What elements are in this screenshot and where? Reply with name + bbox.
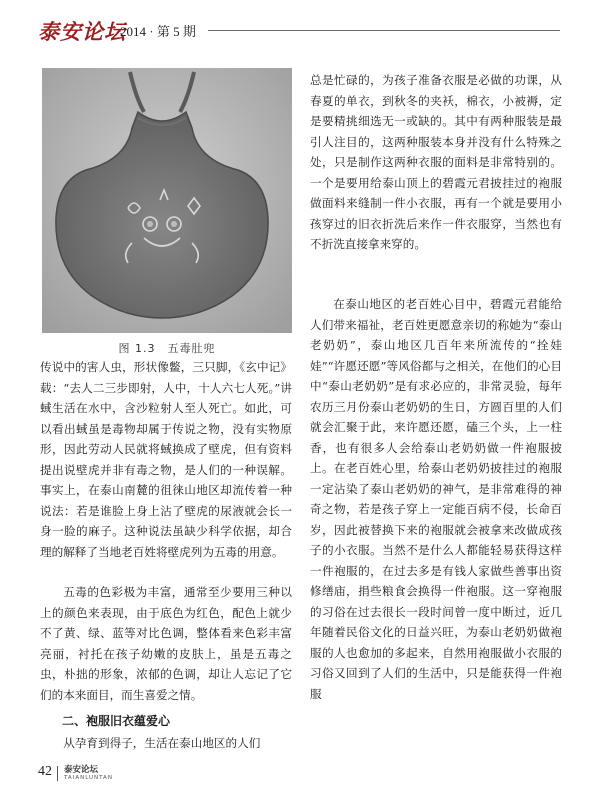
section-heading: 二、袍服旧衣蕴爱心 (62, 714, 171, 728)
page-header (38, 16, 558, 50)
left-paragraph-2: 五毒的色彩极为丰富，通常至少要用三种以上的颜色来表现，由于底色为红色，配色上就少不了黄、绿、蓝等对比色调，整体看来色彩丰富亮丽，衬托在孩子幼嫩的皮肤上，虽是五毒之虫，朴拙的形象，浓郁的色调，却让人忘记了它们的本来面目，而生喜爱之情。 (40, 585, 292, 702)
embroidered-bib-photo (42, 68, 292, 333)
figure-caption: 图 1.3 五毒肚兜 (118, 342, 216, 355)
footer-divider (57, 766, 58, 781)
footer-journal-name: 泰安论坛 (64, 765, 99, 775)
journal-title: 泰安论坛 (38, 19, 126, 44)
right-paragraph-1: 总是忙碌的，为孩子准备衣服是必做的功课，从春夏的单衣，到秋冬的夹袄，棉衣，小被褥，定是要精挑细选无一或缺的。其中有两种服装是最引人注目的，这两种服装本身并没有什么特殊之处，只是制作这两种衣服的面料是非常特别的。一个是要用给泰山顶上的碧霞元君披挂过的袍服做面料来缝制一件小衣服，再有一个就是要用小孩穿过的旧衣折洗后来作一件衣服穿，当然也有不折洗直接拿来穿的。 (310, 73, 562, 251)
left-paragraph-1: 传说中的害人虫，形状像鳖，三只脚，《玄中记》载：“去人二三步即射，人中，十人六七人死。”讲蜮生活在水中，含沙粒射人至人死亡。如此，可以看出蜮虽是毒物却属于传说之物，没有实物原形，因此劳动人民就将蜮换成了壁虎，但有资料提出说壁虎并非有毒之物，是人们的一种误解。事实上，在泰山南麓的徂徕山地区却流传着一种说法：若是谁脸上身上沾了壁虎的尿液就会长一身一脸的麻子。这种说法虽缺少科学依据，却合理的解释了当地老百姓将壁虎列为五毒的用意。 (40, 360, 292, 559)
left-paragraph-3: 从孕育到得子，生活在泰山地区的人们 (63, 736, 261, 750)
bib-image-icon (42, 68, 292, 333)
page-number: 42 (38, 764, 52, 779)
footer-journal-pinyin: TAIANLUNTAN (64, 775, 113, 781)
right-paragraph-2: 在泰山地区的老百姓心目中，碧霞元君能给人们带来福祉，老百姓更愿意亲切的称她为“泰山老奶奶”，泰山地区几百年来所流传的“拴娃娃”“许愿还愿”等风俗都与之相关，在他们的心目中“泰山老奶奶”是有求必应的，非常灵验，每年农历三月份泰山老奶奶的生日，方圆百里的人们就会汇聚于此，来许愿还愿，磕三个头，上一柱香，也有很多人会给泰山老奶奶做一件袍服披上。在老百姓心里，给泰山老奶奶披挂过的袍服一定沾染了泰山老奶奶的神气，是非常难得的神奇之物，若是孩子穿上一定能百病不侵，长命百岁，因此被替换下来的袍服就会被拿来改做成孩子的小衣服。当然不是什么人都能轻易获得这样一件袍服的，在过去多是有钱人家做些善事出资修缮庙，捐些粮食会换得一件袍服。这一穿袍服的习俗在过去很长一段时间曾一度中断过，近几年随着民俗文化的日益兴旺，为泰山老奶奶做袍服的人也愈加的多起来，自然用袍服做小衣服的习俗又回到了人们的生活中，只是能获得一件袍服 (310, 297, 562, 701)
header-rule (208, 30, 560, 31)
issue-number: 2014 · 第 5 期 (120, 24, 196, 39)
page-footer (38, 760, 558, 790)
